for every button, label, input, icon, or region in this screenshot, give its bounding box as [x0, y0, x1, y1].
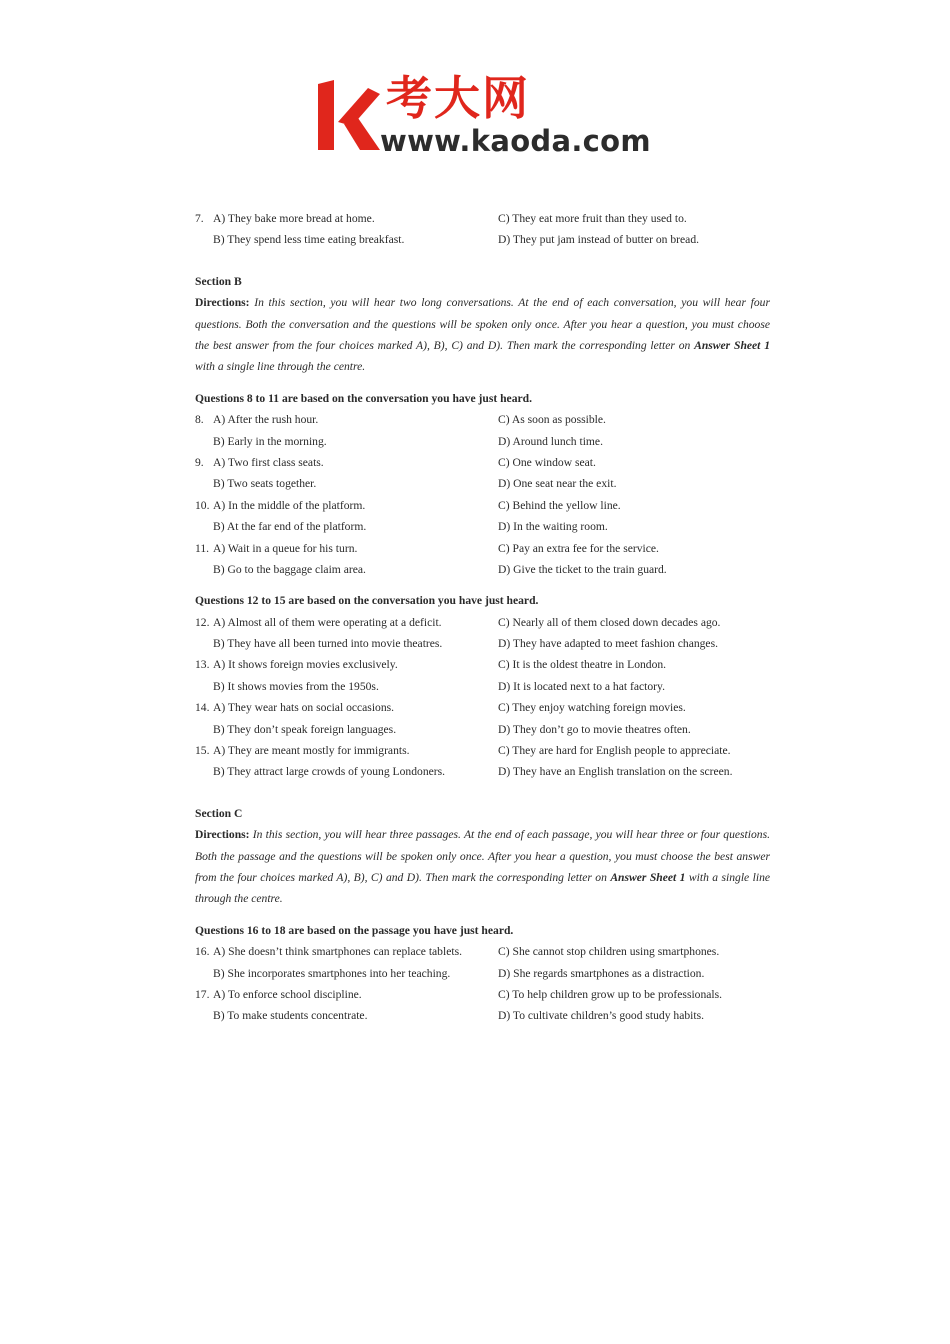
option-a: A) In the middle of the platform.	[213, 498, 366, 512]
question-row	[195, 208, 770, 229]
directions-text: In this section, you will hear two long conversations. At the end of each conversation, you will hear four questions. Both the conversation and the questions will be spoken only once. After you hear a question, you must choose the best answer from the four choices marked A), B), C) and D). Then mark the corresponding letter on	[195, 296, 770, 352]
question-group-heading: Questions 8 to 11 are based on the conversation you have just heard.	[195, 391, 532, 405]
option-a: A) After the rush hour.	[213, 413, 319, 427]
section-b-directions	[195, 292, 770, 378]
option-d: D) Around lunch time.	[498, 434, 603, 448]
option-a: A) Two first class seats.	[213, 455, 324, 469]
option-c: C) As soon as possible.	[498, 413, 606, 427]
question-number: 7.	[195, 212, 204, 225]
option-a: A) They wear hats on social occasions.	[213, 701, 395, 715]
option-a: A) To enforce school discipline.	[213, 988, 362, 1002]
answer-sheet-label: Answer Sheet 1	[610, 871, 686, 885]
logo-brand-text: 考大网	[386, 71, 530, 125]
option-b: B) To make students concentrate.	[213, 1009, 368, 1023]
question-number: 11.	[195, 541, 210, 555]
question-group-heading: Questions 16 to 18 are based on the passage you have just heard.	[195, 923, 514, 937]
option-d: D) They don’t go to movie theatres often.	[498, 722, 691, 736]
option-c: C) To help children grow up to be professionals.	[498, 988, 723, 1002]
directions-label: Directions:	[195, 296, 250, 310]
question-list	[195, 941, 770, 1027]
k-logo-icon	[318, 80, 380, 150]
option-b: B) At the far end of the platform.	[213, 520, 367, 534]
option-c: C) They eat more fruit than they used to.	[498, 212, 687, 225]
directions-label: Directions:	[195, 828, 250, 842]
option-d: D) They put jam instead of butter on bread.	[498, 233, 700, 247]
option-d: D) In the waiting room.	[498, 520, 608, 534]
exam-content	[195, 208, 770, 1027]
section-b-title: Section B	[195, 274, 242, 288]
section-c-title: Section C	[195, 806, 243, 820]
question-list	[195, 409, 770, 580]
question-number: 17.	[195, 988, 210, 1002]
option-b: B) They don’t speak foreign languages.	[213, 722, 397, 736]
option-b: B) They attract large crowds of young Londoners.	[213, 765, 446, 779]
question-number: 9.	[195, 455, 204, 469]
option-c: C) They enjoy watching foreign movies.	[498, 701, 686, 715]
section-c-directions	[195, 824, 770, 910]
option-b: B) Early in the morning.	[213, 434, 327, 448]
option-c: C) One window seat.	[498, 455, 596, 469]
answer-sheet-label: Answer Sheet 1	[694, 338, 771, 352]
option-c: C) It is the oldest theatre in London.	[498, 658, 667, 672]
question-number: 8.	[195, 413, 204, 427]
question-group-heading: Questions 12 to 15 are based on the conversation you have just heard.	[195, 594, 539, 608]
option-c: C) Nearly all of them closed down decades ago.	[498, 615, 721, 629]
option-c: C) She cannot stop children using smartphones.	[498, 945, 720, 959]
option-d: D) One seat near the exit.	[498, 477, 617, 491]
option-b: B) Two seats together.	[213, 477, 317, 491]
option-c: C) Behind the yellow line.	[498, 498, 621, 512]
directions-text-end: with a single line through the centre.	[195, 871, 771, 906]
question-number: 14.	[195, 701, 210, 715]
question-number: 10.	[195, 498, 210, 512]
option-d: D) They have adapted to meet fashion changes.	[498, 637, 718, 651]
option-d: D) To cultivate children’s good study habits.	[498, 1009, 705, 1023]
option-a: A) They are meant mostly for immigrants.	[213, 744, 410, 758]
option-c: C) They are hard for English people to appreciate.	[498, 744, 731, 758]
question-number: 13.	[195, 658, 210, 672]
option-a: A) They bake more bread at home.	[213, 212, 375, 225]
question-row	[195, 229, 770, 250]
option-b: B) Go to the baggage claim area.	[213, 562, 366, 576]
directions-text-end: with a single line through the centre.	[195, 360, 366, 374]
option-b: B) It shows movies from the 1950s.	[213, 679, 379, 693]
option-a: A) Wait in a queue for his turn.	[213, 541, 358, 555]
option-d: D) She regards smartphones as a distraction.	[498, 966, 705, 980]
option-d: D) They have an English translation on the screen.	[498, 765, 733, 779]
option-a: A) Almost all of them were operating at a deficit.	[213, 615, 442, 629]
option-a: A) She doesn’t think smartphones can replace tablets.	[213, 945, 462, 959]
directions-text: In this section, you will hear three passages. At the end of each passage, you will hear three or four questions. Both the passage and the questions will be spoken only once. After you hear a question, you must choose the best answer from the four choices marked A), B), C) and D). Then mark the corresponding letter on	[195, 828, 770, 885]
logo-url: www.kaoda.com	[380, 124, 651, 158]
option-c: C) Pay an extra fee for the service.	[498, 541, 659, 555]
question-number: 15.	[195, 744, 210, 758]
option-b: B) They spend less time eating breakfast.	[213, 233, 405, 247]
question-number: 16.	[195, 945, 210, 959]
option-b: B) She incorporates smartphones into her teaching.	[213, 966, 451, 980]
option-d: D) Give the ticket to the train guard.	[498, 562, 667, 576]
option-b: B) They have all been turned into movie theatres.	[213, 637, 443, 651]
kaoda-logo	[318, 71, 651, 162]
question-list	[195, 612, 770, 783]
question-number: 12.	[195, 615, 210, 629]
option-a: A) It shows foreign movies exclusively.	[213, 658, 398, 672]
option-d: D) It is located next to a hat factory.	[498, 679, 665, 693]
